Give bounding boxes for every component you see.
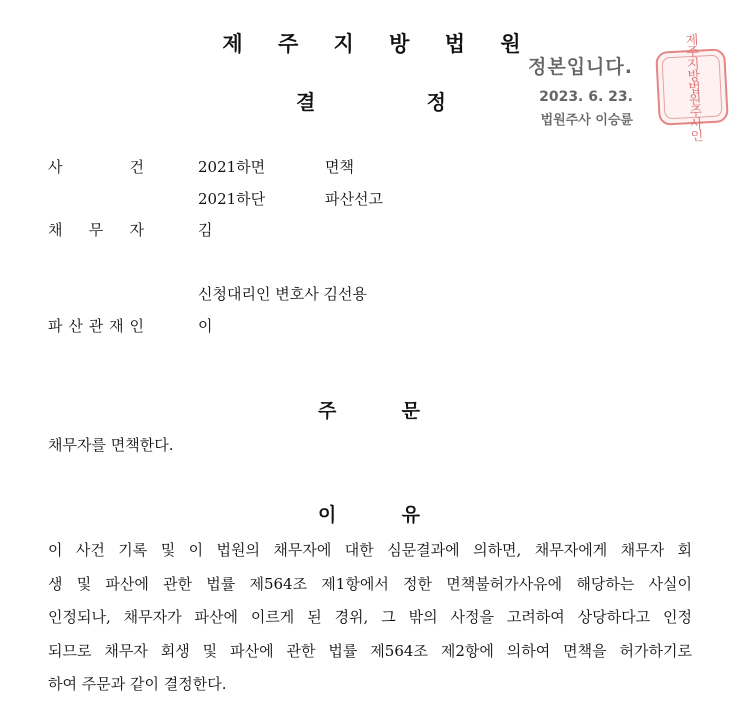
label-char: 관 [88, 317, 104, 335]
label-char: 자 [129, 221, 144, 239]
label-char: 사 [48, 158, 63, 176]
heading-char: 문 [401, 400, 420, 422]
court-seal-text: 제주지방법원주사인 [661, 55, 722, 120]
heading-char: 주 [318, 400, 337, 422]
label-char: 산 [68, 317, 83, 335]
trustee-name: 이 [198, 317, 213, 335]
court-clerk-name: 법원주사 이승륜 [540, 113, 633, 128]
case-label [48, 156, 144, 177]
reasons-line: 생 및 파산에 관한 법률 제564조 제1항에서 정한 면책불허가사유에 해당하는 사실이 [48, 574, 692, 593]
certification-date: 2023. 6. 23. [539, 89, 633, 105]
reasons-line: 되므로 채무자 회생 및 파산에 관한 법률 제564조 제2항에 의하여 면책을 허가하기로 [48, 641, 692, 660]
certification-block [528, 52, 633, 128]
case-type: 파산선고 [325, 190, 383, 208]
heading-char: 유 [401, 504, 420, 526]
order-text: 채무자를 면책한다. [48, 436, 174, 454]
order-heading [318, 396, 420, 423]
label-char: 채 [48, 221, 63, 239]
document-type-char: 정 [426, 90, 446, 114]
case-type: 면책 [325, 158, 354, 176]
court-name: 제 주 지 방 법 원 [222, 32, 535, 56]
label-char: 파 [48, 317, 63, 335]
debtor-name: 김 [198, 221, 213, 239]
case-number: 2021하단 [198, 190, 266, 208]
label-char: 재 [109, 317, 124, 335]
reasons-text [48, 534, 692, 702]
reasons-heading [318, 500, 420, 527]
reasons-line: 이 사건 기록 및 이 법원의 채무자에 대한 심문결과에 의하면, 채무자에게 채무자 회 [48, 541, 692, 559]
court-seal [655, 32, 729, 142]
attorney-name: 신청대리인 변호사 김선용 [198, 285, 367, 303]
document-type-char: 결 [296, 90, 316, 114]
trustee-label [48, 315, 144, 336]
label-char: 건 [129, 158, 144, 176]
document-type-title [296, 86, 446, 115]
debtor-label [48, 219, 144, 240]
reasons-line: 하여 주문과 같이 결정한다. [48, 675, 227, 693]
heading-char: 이 [318, 504, 337, 526]
certified-copy-text: 정본입니다. [528, 56, 633, 78]
reasons-line: 인정되나, 채무자가 파산에 이르게 된 경위, 그 밖의 사정을 고려하여 상당하다고 인정 [48, 608, 692, 626]
label-char: 무 [88, 221, 104, 239]
case-number: 2021하면 [198, 158, 266, 176]
label-char: 인 [129, 317, 144, 335]
